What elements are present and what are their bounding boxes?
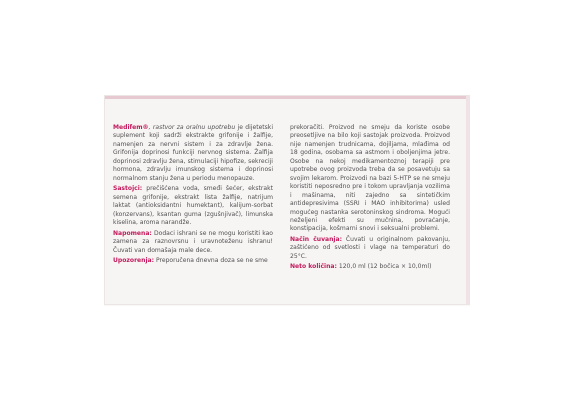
- brand-name: Medifem®: [113, 124, 149, 131]
- net-quantity-heading: Neto količina:: [290, 263, 337, 271]
- note-paragraph: [113, 230, 273, 255]
- warning-heading: Upozorenja:: [113, 257, 155, 265]
- note-text: Dodaci ishrani se ne mogu koristiti kao zamena za raznovrsnu i uravnoteženu ishranu! Čuvati van domašaja male dece.: [113, 229, 273, 254]
- net-quantity-paragraph: [290, 263, 450, 271]
- product-intro-paragraph: [113, 124, 273, 183]
- warning-continued-text: prekoračiti. Proizvod ne smeju da koriste osobe preosetljive na bilo koji sastojak proizvoda. Proizvod nije namenjen trudnicama, dojiljama, mlađima od 18 godina, osobama sa astmom i oboljenjima jetre. Osobe na nekoj medikamentoznoj terapiji pre upotrebe ovog proizvoda treba da se posavetuju sa svojim lekarom. Proizvodi na bazi 5-HTP se ne smeju koristiti neposredno pre i tokom upravljanja vozilima i mašinama, niti zajedno sa sintetičkim antidepresivima (SSRI i MAO inhibitorima) usled mogućeg nastanka serotoninskog sindroma. Mogući neželjeni efekti su mučnina, povraćanje, konstipacija, košmarni snovi i seksualni problemi.: [290, 124, 450, 233]
- label-left-column: [113, 124, 273, 268]
- ingredients-text: prečišćena voda, smeđi šećer, ekstrakt semena grifonije, ekstrakt lista žalfije, natrijum laktat (antioksidantni humektant), kalijum-sorbat (konzervans), ksantan guma (zgušnjivač), limunska kiselina, aroma narandže.: [113, 185, 273, 227]
- label-side-stripe: [466, 96, 469, 304]
- storage-text: Čuvati u originalnom pakovanju, zaštićeno od svetlosti i vlage na temperaturi do 25°C.: [290, 235, 451, 260]
- label-right-column: [290, 124, 450, 274]
- product-description: je dijetetski suplement koji sadrži ekstrakte grifonije i žalfije, namenjen za nervni sistem i za zdravlje žena. Grifonija doprinosi funkciji nervnog sistema. Žalfija doprinosi zdravlju žena, stimulaciji hipofize, sekreciji hormona, zdravlju imunskog sistema i doprinosi normalnom stanju žena u periodu menopauze.: [113, 124, 273, 182]
- net-quantity-text: 120,0 ml (12 bočica × 10,0ml): [336, 263, 432, 271]
- product-label-card: [104, 95, 470, 305]
- note-heading: Napomena:: [113, 229, 152, 237]
- storage-heading: Način čuvanja:: [290, 235, 342, 243]
- product-form: , rastvor za oralnu upotrebu: [148, 124, 236, 131]
- warning-paragraph: [113, 257, 273, 265]
- storage-paragraph: [290, 236, 450, 261]
- label-accent-stripe: [105, 96, 469, 99]
- ingredients-heading: Sastojci:: [113, 185, 143, 193]
- warning-continued-paragraph: [290, 124, 450, 234]
- warning-text: Preporučena dnevna doza se ne sme: [154, 257, 268, 265]
- ingredients-paragraph: [113, 185, 273, 227]
